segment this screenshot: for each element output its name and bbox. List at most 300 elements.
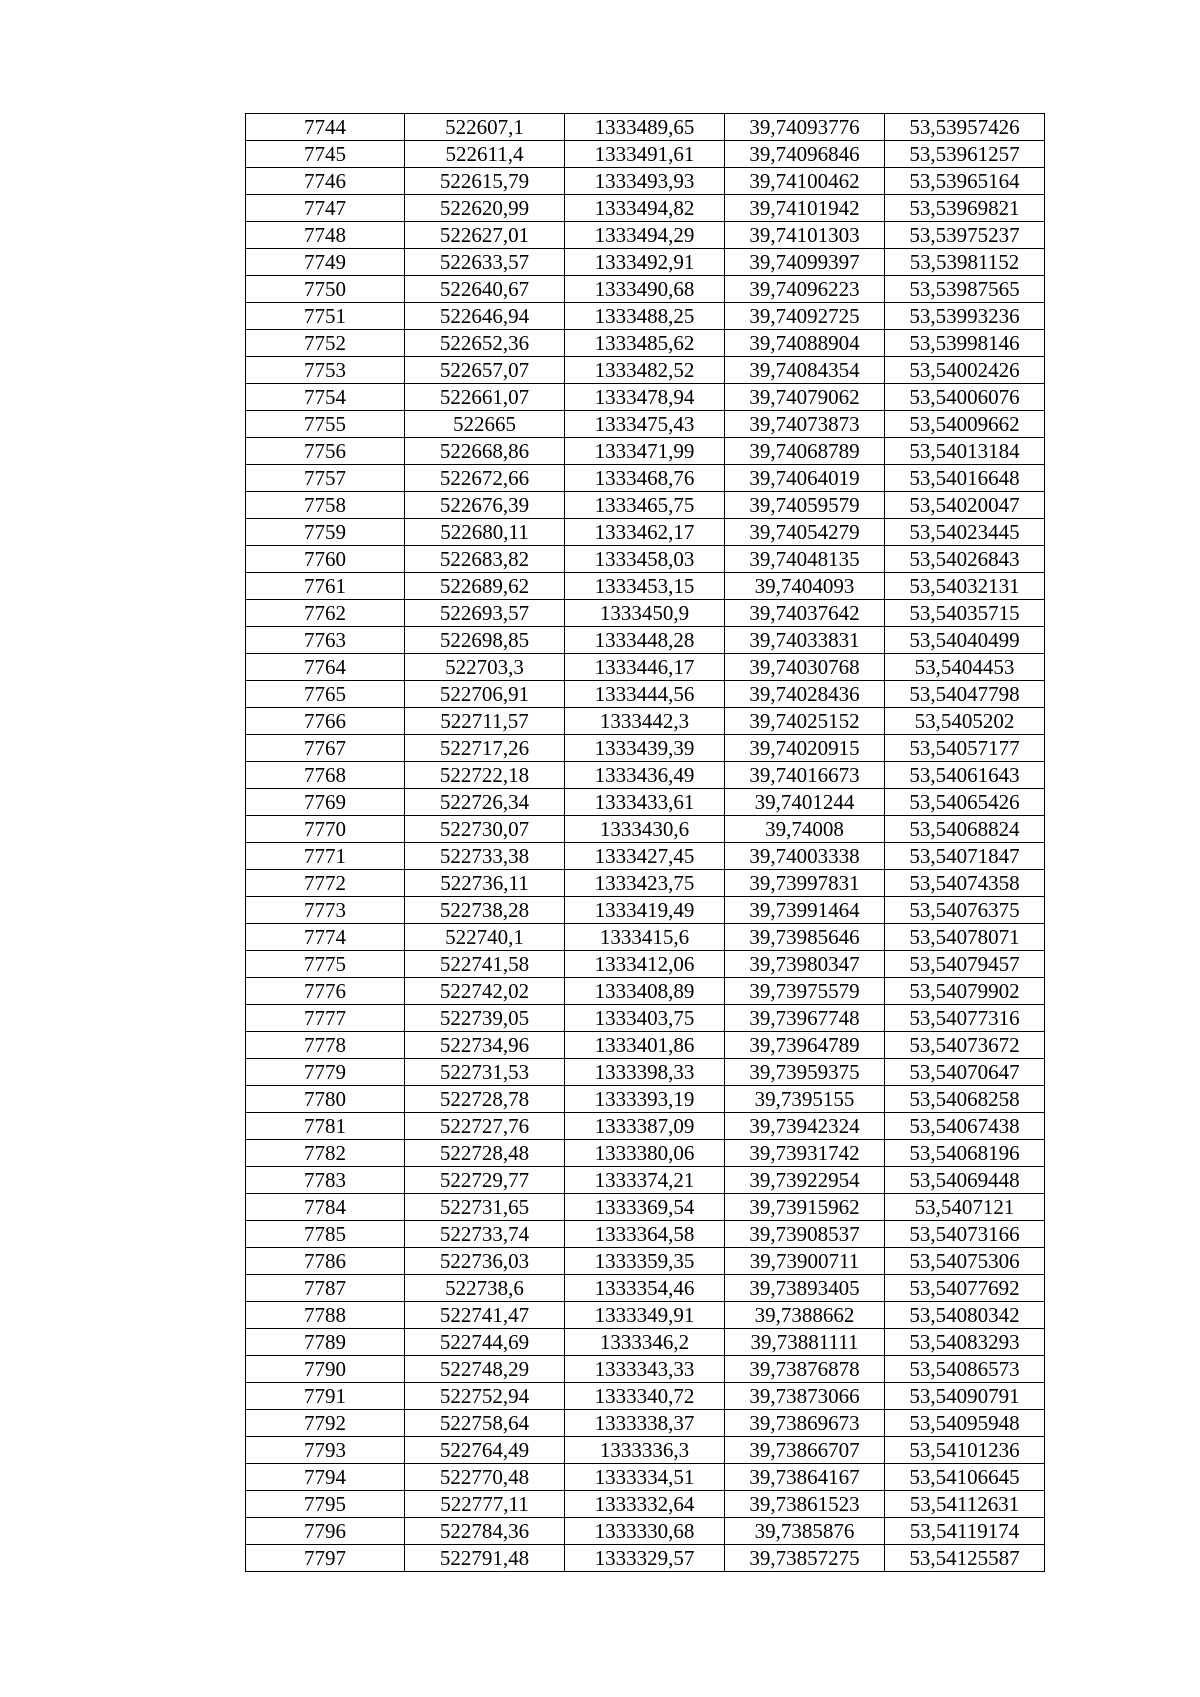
point-number-cell: 7747 xyxy=(246,195,405,222)
longitude-cell: 39,73866707 xyxy=(725,1437,885,1464)
longitude-cell: 39,73876878 xyxy=(725,1356,885,1383)
point-number-cell: 7775 xyxy=(246,951,405,978)
x-coordinate-cell: 522738,6 xyxy=(405,1275,565,1302)
point-number-cell: 7753 xyxy=(246,357,405,384)
latitude-cell: 53,54074358 xyxy=(885,870,1045,897)
x-coordinate-cell: 522784,36 xyxy=(405,1518,565,1545)
latitude-cell: 53,54070647 xyxy=(885,1059,1045,1086)
y-coordinate-cell: 1333419,49 xyxy=(565,897,725,924)
y-coordinate-cell: 1333485,62 xyxy=(565,330,725,357)
x-coordinate-cell: 522680,11 xyxy=(405,519,565,546)
x-coordinate-cell: 522698,85 xyxy=(405,627,565,654)
point-number-cell: 7796 xyxy=(246,1518,405,1545)
latitude-cell: 53,5405202 xyxy=(885,708,1045,735)
latitude-cell: 53,54009662 xyxy=(885,411,1045,438)
latitude-cell: 53,54112631 xyxy=(885,1491,1045,1518)
x-coordinate-cell: 522668,86 xyxy=(405,438,565,465)
latitude-cell: 53,54075306 xyxy=(885,1248,1045,1275)
longitude-cell: 39,73985646 xyxy=(725,924,885,951)
y-coordinate-cell: 1333492,91 xyxy=(565,249,725,276)
point-number-cell: 7770 xyxy=(246,816,405,843)
longitude-cell: 39,74088904 xyxy=(725,330,885,357)
x-coordinate-cell: 522736,03 xyxy=(405,1248,565,1275)
longitude-cell: 39,74100462 xyxy=(725,168,885,195)
table-row xyxy=(246,195,1045,222)
latitude-cell: 53,53993236 xyxy=(885,303,1045,330)
x-coordinate-cell: 522791,48 xyxy=(405,1545,565,1572)
y-coordinate-cell: 1333332,64 xyxy=(565,1491,725,1518)
x-coordinate-cell: 522736,11 xyxy=(405,870,565,897)
point-number-cell: 7745 xyxy=(246,141,405,168)
y-coordinate-cell: 1333446,17 xyxy=(565,654,725,681)
y-coordinate-cell: 1333444,56 xyxy=(565,681,725,708)
y-coordinate-cell: 1333465,75 xyxy=(565,492,725,519)
y-coordinate-cell: 1333468,76 xyxy=(565,465,725,492)
x-coordinate-cell: 522657,07 xyxy=(405,357,565,384)
longitude-cell: 39,73869673 xyxy=(725,1410,885,1437)
x-coordinate-cell: 522615,79 xyxy=(405,168,565,195)
table-row xyxy=(246,438,1045,465)
longitude-cell: 39,73931742 xyxy=(725,1140,885,1167)
longitude-cell: 39,74068789 xyxy=(725,438,885,465)
point-number-cell: 7769 xyxy=(246,789,405,816)
y-coordinate-cell: 1333453,15 xyxy=(565,573,725,600)
latitude-cell: 53,54076375 xyxy=(885,897,1045,924)
x-coordinate-cell: 522693,57 xyxy=(405,600,565,627)
longitude-cell: 39,74025152 xyxy=(725,708,885,735)
x-coordinate-cell: 522620,99 xyxy=(405,195,565,222)
table-row xyxy=(246,951,1045,978)
x-coordinate-cell: 522748,29 xyxy=(405,1356,565,1383)
longitude-cell: 39,74020915 xyxy=(725,735,885,762)
latitude-cell: 53,54090791 xyxy=(885,1383,1045,1410)
table-row xyxy=(246,330,1045,357)
point-number-cell: 7782 xyxy=(246,1140,405,1167)
x-coordinate-cell: 522726,34 xyxy=(405,789,565,816)
point-number-cell: 7781 xyxy=(246,1113,405,1140)
table-row xyxy=(246,1545,1045,1572)
table-row xyxy=(246,384,1045,411)
latitude-cell: 53,54077692 xyxy=(885,1275,1045,1302)
latitude-cell: 53,54013184 xyxy=(885,438,1045,465)
y-coordinate-cell: 1333380,06 xyxy=(565,1140,725,1167)
table-row xyxy=(246,600,1045,627)
table-row xyxy=(246,1383,1045,1410)
latitude-cell: 53,54047798 xyxy=(885,681,1045,708)
latitude-cell: 53,54040499 xyxy=(885,627,1045,654)
point-number-cell: 7793 xyxy=(246,1437,405,1464)
y-coordinate-cell: 1333471,99 xyxy=(565,438,725,465)
y-coordinate-cell: 1333427,45 xyxy=(565,843,725,870)
point-number-cell: 7797 xyxy=(246,1545,405,1572)
longitude-cell: 39,74003338 xyxy=(725,843,885,870)
x-coordinate-cell: 522672,66 xyxy=(405,465,565,492)
x-coordinate-cell: 522752,94 xyxy=(405,1383,565,1410)
y-coordinate-cell: 1333439,39 xyxy=(565,735,725,762)
table-row xyxy=(246,978,1045,1005)
point-number-cell: 7766 xyxy=(246,708,405,735)
point-number-cell: 7774 xyxy=(246,924,405,951)
point-number-cell: 7752 xyxy=(246,330,405,357)
table-row xyxy=(246,762,1045,789)
table-row xyxy=(246,249,1045,276)
table-row xyxy=(246,627,1045,654)
x-coordinate-cell: 522676,39 xyxy=(405,492,565,519)
table-row xyxy=(246,1059,1045,1086)
table-row xyxy=(246,924,1045,951)
y-coordinate-cell: 1333458,03 xyxy=(565,546,725,573)
latitude-cell: 53,54079902 xyxy=(885,978,1045,1005)
y-coordinate-cell: 1333423,75 xyxy=(565,870,725,897)
x-coordinate-cell: 522777,11 xyxy=(405,1491,565,1518)
longitude-cell: 39,7404093 xyxy=(725,573,885,600)
point-number-cell: 7784 xyxy=(246,1194,405,1221)
latitude-cell: 53,53965164 xyxy=(885,168,1045,195)
y-coordinate-cell: 1333359,35 xyxy=(565,1248,725,1275)
table-row xyxy=(246,681,1045,708)
y-coordinate-cell: 1333398,33 xyxy=(565,1059,725,1086)
point-number-cell: 7792 xyxy=(246,1410,405,1437)
latitude-cell: 53,54067438 xyxy=(885,1113,1045,1140)
y-coordinate-cell: 1333401,86 xyxy=(565,1032,725,1059)
table-row xyxy=(246,546,1045,573)
longitude-cell: 39,74033831 xyxy=(725,627,885,654)
latitude-cell: 53,54077316 xyxy=(885,1005,1045,1032)
x-coordinate-cell: 522744,69 xyxy=(405,1329,565,1356)
longitude-cell: 39,73975579 xyxy=(725,978,885,1005)
x-coordinate-cell: 522733,74 xyxy=(405,1221,565,1248)
longitude-cell: 39,73964789 xyxy=(725,1032,885,1059)
longitude-cell: 39,73857275 xyxy=(725,1545,885,1572)
table-row xyxy=(246,789,1045,816)
point-number-cell: 7787 xyxy=(246,1275,405,1302)
table-row xyxy=(246,1221,1045,1248)
x-coordinate-cell: 522758,64 xyxy=(405,1410,565,1437)
table-row xyxy=(246,1113,1045,1140)
table-row xyxy=(246,1302,1045,1329)
point-number-cell: 7761 xyxy=(246,573,405,600)
longitude-cell: 39,73967748 xyxy=(725,1005,885,1032)
y-coordinate-cell: 1333436,49 xyxy=(565,762,725,789)
point-number-cell: 7772 xyxy=(246,870,405,897)
latitude-cell: 53,54073166 xyxy=(885,1221,1045,1248)
longitude-cell: 39,74030768 xyxy=(725,654,885,681)
y-coordinate-cell: 1333343,33 xyxy=(565,1356,725,1383)
table-row xyxy=(246,1356,1045,1383)
table-row xyxy=(246,276,1045,303)
table-row xyxy=(246,1518,1045,1545)
table-row xyxy=(246,573,1045,600)
longitude-cell: 39,74096223 xyxy=(725,276,885,303)
latitude-cell: 53,54073672 xyxy=(885,1032,1045,1059)
y-coordinate-cell: 1333364,58 xyxy=(565,1221,725,1248)
y-coordinate-cell: 1333393,19 xyxy=(565,1086,725,1113)
longitude-cell: 39,73881111 xyxy=(725,1329,885,1356)
table-row xyxy=(246,141,1045,168)
longitude-cell: 39,74101303 xyxy=(725,222,885,249)
latitude-cell: 53,5404453 xyxy=(885,654,1045,681)
latitude-cell: 53,54106645 xyxy=(885,1464,1045,1491)
point-number-cell: 7794 xyxy=(246,1464,405,1491)
longitude-cell: 39,73922954 xyxy=(725,1167,885,1194)
point-number-cell: 7778 xyxy=(246,1032,405,1059)
table-row xyxy=(246,168,1045,195)
y-coordinate-cell: 1333349,91 xyxy=(565,1302,725,1329)
table-row xyxy=(246,1140,1045,1167)
longitude-cell: 39,74079062 xyxy=(725,384,885,411)
y-coordinate-cell: 1333478,94 xyxy=(565,384,725,411)
latitude-cell: 53,54095948 xyxy=(885,1410,1045,1437)
x-coordinate-cell: 522611,4 xyxy=(405,141,565,168)
y-coordinate-cell: 1333488,25 xyxy=(565,303,725,330)
point-number-cell: 7765 xyxy=(246,681,405,708)
y-coordinate-cell: 1333408,89 xyxy=(565,978,725,1005)
x-coordinate-cell: 522727,76 xyxy=(405,1113,565,1140)
x-coordinate-cell: 522728,78 xyxy=(405,1086,565,1113)
longitude-cell: 39,74064019 xyxy=(725,465,885,492)
latitude-cell: 53,54065426 xyxy=(885,789,1045,816)
table-row xyxy=(246,816,1045,843)
x-coordinate-cell: 522729,77 xyxy=(405,1167,565,1194)
coordinates-table-body xyxy=(246,114,1045,1572)
latitude-cell: 53,54068824 xyxy=(885,816,1045,843)
y-coordinate-cell: 1333415,6 xyxy=(565,924,725,951)
longitude-cell: 39,74028436 xyxy=(725,681,885,708)
longitude-cell: 39,73900711 xyxy=(725,1248,885,1275)
latitude-cell: 53,54069448 xyxy=(885,1167,1045,1194)
point-number-cell: 7783 xyxy=(246,1167,405,1194)
latitude-cell: 53,54068258 xyxy=(885,1086,1045,1113)
x-coordinate-cell: 522706,91 xyxy=(405,681,565,708)
latitude-cell: 53,54101236 xyxy=(885,1437,1045,1464)
longitude-cell: 39,74008 xyxy=(725,816,885,843)
latitude-cell: 53,54035715 xyxy=(885,600,1045,627)
longitude-cell: 39,73908537 xyxy=(725,1221,885,1248)
y-coordinate-cell: 1333442,3 xyxy=(565,708,725,735)
point-number-cell: 7764 xyxy=(246,654,405,681)
longitude-cell: 39,7401244 xyxy=(725,789,885,816)
longitude-cell: 39,73991464 xyxy=(725,897,885,924)
longitude-cell: 39,73959375 xyxy=(725,1059,885,1086)
latitude-cell: 53,54119174 xyxy=(885,1518,1045,1545)
x-coordinate-cell: 522742,02 xyxy=(405,978,565,1005)
longitude-cell: 39,74037642 xyxy=(725,600,885,627)
table-row xyxy=(246,870,1045,897)
longitude-cell: 39,74016673 xyxy=(725,762,885,789)
y-coordinate-cell: 1333489,65 xyxy=(565,114,725,141)
longitude-cell: 39,73861523 xyxy=(725,1491,885,1518)
y-coordinate-cell: 1333329,57 xyxy=(565,1545,725,1572)
point-number-cell: 7759 xyxy=(246,519,405,546)
table-row xyxy=(246,1329,1045,1356)
latitude-cell: 53,5407121 xyxy=(885,1194,1045,1221)
latitude-cell: 53,54006076 xyxy=(885,384,1045,411)
point-number-cell: 7746 xyxy=(246,168,405,195)
x-coordinate-cell: 522734,96 xyxy=(405,1032,565,1059)
y-coordinate-cell: 1333494,29 xyxy=(565,222,725,249)
point-number-cell: 7756 xyxy=(246,438,405,465)
y-coordinate-cell: 1333340,72 xyxy=(565,1383,725,1410)
latitude-cell: 53,54078071 xyxy=(885,924,1045,951)
table-row xyxy=(246,1491,1045,1518)
y-coordinate-cell: 1333338,37 xyxy=(565,1410,725,1437)
latitude-cell: 53,54026843 xyxy=(885,546,1045,573)
x-coordinate-cell: 522607,1 xyxy=(405,114,565,141)
table-row xyxy=(246,1194,1045,1221)
point-number-cell: 7788 xyxy=(246,1302,405,1329)
y-coordinate-cell: 1333403,75 xyxy=(565,1005,725,1032)
point-number-cell: 7744 xyxy=(246,114,405,141)
point-number-cell: 7779 xyxy=(246,1059,405,1086)
x-coordinate-cell: 522646,94 xyxy=(405,303,565,330)
x-coordinate-cell: 522689,62 xyxy=(405,573,565,600)
point-number-cell: 7786 xyxy=(246,1248,405,1275)
table-row xyxy=(246,492,1045,519)
latitude-cell: 53,54032131 xyxy=(885,573,1045,600)
longitude-cell: 39,74092725 xyxy=(725,303,885,330)
table-row xyxy=(246,1464,1045,1491)
y-coordinate-cell: 1333475,43 xyxy=(565,411,725,438)
x-coordinate-cell: 522633,57 xyxy=(405,249,565,276)
table-row xyxy=(246,357,1045,384)
latitude-cell: 53,53998146 xyxy=(885,330,1045,357)
point-number-cell: 7763 xyxy=(246,627,405,654)
table-row xyxy=(246,843,1045,870)
latitude-cell: 53,54068196 xyxy=(885,1140,1045,1167)
table-row xyxy=(246,519,1045,546)
longitude-cell: 39,74099397 xyxy=(725,249,885,276)
x-coordinate-cell: 522728,48 xyxy=(405,1140,565,1167)
x-coordinate-cell: 522730,07 xyxy=(405,816,565,843)
x-coordinate-cell: 522739,05 xyxy=(405,1005,565,1032)
x-coordinate-cell: 522741,47 xyxy=(405,1302,565,1329)
latitude-cell: 53,54083293 xyxy=(885,1329,1045,1356)
longitude-cell: 39,7385876 xyxy=(725,1518,885,1545)
point-number-cell: 7791 xyxy=(246,1383,405,1410)
table-row xyxy=(246,465,1045,492)
coordinates-table xyxy=(245,113,1045,1572)
latitude-cell: 53,53981152 xyxy=(885,249,1045,276)
y-coordinate-cell: 1333433,61 xyxy=(565,789,725,816)
longitude-cell: 39,7388662 xyxy=(725,1302,885,1329)
latitude-cell: 53,54057177 xyxy=(885,735,1045,762)
latitude-cell: 53,54125587 xyxy=(885,1545,1045,1572)
y-coordinate-cell: 1333369,54 xyxy=(565,1194,725,1221)
point-number-cell: 7777 xyxy=(246,1005,405,1032)
longitude-cell: 39,73893405 xyxy=(725,1275,885,1302)
y-coordinate-cell: 1333346,2 xyxy=(565,1329,725,1356)
table-row xyxy=(246,1275,1045,1302)
y-coordinate-cell: 1333493,93 xyxy=(565,168,725,195)
x-coordinate-cell: 522738,28 xyxy=(405,897,565,924)
y-coordinate-cell: 1333430,6 xyxy=(565,816,725,843)
x-coordinate-cell: 522722,18 xyxy=(405,762,565,789)
point-number-cell: 7771 xyxy=(246,843,405,870)
point-number-cell: 7760 xyxy=(246,546,405,573)
longitude-cell: 39,74073873 xyxy=(725,411,885,438)
point-number-cell: 7757 xyxy=(246,465,405,492)
x-coordinate-cell: 522652,36 xyxy=(405,330,565,357)
table-row xyxy=(246,1248,1045,1275)
y-coordinate-cell: 1333412,06 xyxy=(565,951,725,978)
y-coordinate-cell: 1333330,68 xyxy=(565,1518,725,1545)
longitude-cell: 39,73942324 xyxy=(725,1113,885,1140)
y-coordinate-cell: 1333494,82 xyxy=(565,195,725,222)
longitude-cell: 39,7395155 xyxy=(725,1086,885,1113)
x-coordinate-cell: 522740,1 xyxy=(405,924,565,951)
table-row xyxy=(246,1167,1045,1194)
x-coordinate-cell: 522770,48 xyxy=(405,1464,565,1491)
table-row xyxy=(246,1032,1045,1059)
point-number-cell: 7754 xyxy=(246,384,405,411)
x-coordinate-cell: 522731,65 xyxy=(405,1194,565,1221)
point-number-cell: 7785 xyxy=(246,1221,405,1248)
table-row xyxy=(246,1086,1045,1113)
point-number-cell: 7768 xyxy=(246,762,405,789)
table-row xyxy=(246,1410,1045,1437)
latitude-cell: 53,54080342 xyxy=(885,1302,1045,1329)
y-coordinate-cell: 1333374,21 xyxy=(565,1167,725,1194)
longitude-cell: 39,73873066 xyxy=(725,1383,885,1410)
latitude-cell: 53,53975237 xyxy=(885,222,1045,249)
latitude-cell: 53,54016648 xyxy=(885,465,1045,492)
longitude-cell: 39,74048135 xyxy=(725,546,885,573)
x-coordinate-cell: 522703,3 xyxy=(405,654,565,681)
x-coordinate-cell: 522661,07 xyxy=(405,384,565,411)
point-number-cell: 7755 xyxy=(246,411,405,438)
y-coordinate-cell: 1333490,68 xyxy=(565,276,725,303)
longitude-cell: 39,74054279 xyxy=(725,519,885,546)
point-number-cell: 7795 xyxy=(246,1491,405,1518)
y-coordinate-cell: 1333482,52 xyxy=(565,357,725,384)
point-number-cell: 7789 xyxy=(246,1329,405,1356)
x-coordinate-cell: 522733,38 xyxy=(405,843,565,870)
point-number-cell: 7749 xyxy=(246,249,405,276)
table-row xyxy=(246,735,1045,762)
point-number-cell: 7762 xyxy=(246,600,405,627)
x-coordinate-cell: 522640,67 xyxy=(405,276,565,303)
longitude-cell: 39,74093776 xyxy=(725,114,885,141)
latitude-cell: 53,54020047 xyxy=(885,492,1045,519)
table-row xyxy=(246,222,1045,249)
latitude-cell: 53,53969821 xyxy=(885,195,1045,222)
latitude-cell: 53,54079457 xyxy=(885,951,1045,978)
y-coordinate-cell: 1333462,17 xyxy=(565,519,725,546)
longitude-cell: 39,73980347 xyxy=(725,951,885,978)
x-coordinate-cell: 522665 xyxy=(405,411,565,438)
y-coordinate-cell: 1333336,3 xyxy=(565,1437,725,1464)
table-row xyxy=(246,1005,1045,1032)
table-row xyxy=(246,411,1045,438)
table-row xyxy=(246,708,1045,735)
latitude-cell: 53,53957426 xyxy=(885,114,1045,141)
x-coordinate-cell: 522731,53 xyxy=(405,1059,565,1086)
table-row xyxy=(246,1437,1045,1464)
latitude-cell: 53,53987565 xyxy=(885,276,1045,303)
longitude-cell: 39,73915962 xyxy=(725,1194,885,1221)
x-coordinate-cell: 522717,26 xyxy=(405,735,565,762)
latitude-cell: 53,53961257 xyxy=(885,141,1045,168)
longitude-cell: 39,74059579 xyxy=(725,492,885,519)
longitude-cell: 39,73864167 xyxy=(725,1464,885,1491)
y-coordinate-cell: 1333334,51 xyxy=(565,1464,725,1491)
table-row xyxy=(246,654,1045,681)
longitude-cell: 39,74084354 xyxy=(725,357,885,384)
y-coordinate-cell: 1333491,61 xyxy=(565,141,725,168)
point-number-cell: 7758 xyxy=(246,492,405,519)
y-coordinate-cell: 1333450,9 xyxy=(565,600,725,627)
point-number-cell: 7750 xyxy=(246,276,405,303)
